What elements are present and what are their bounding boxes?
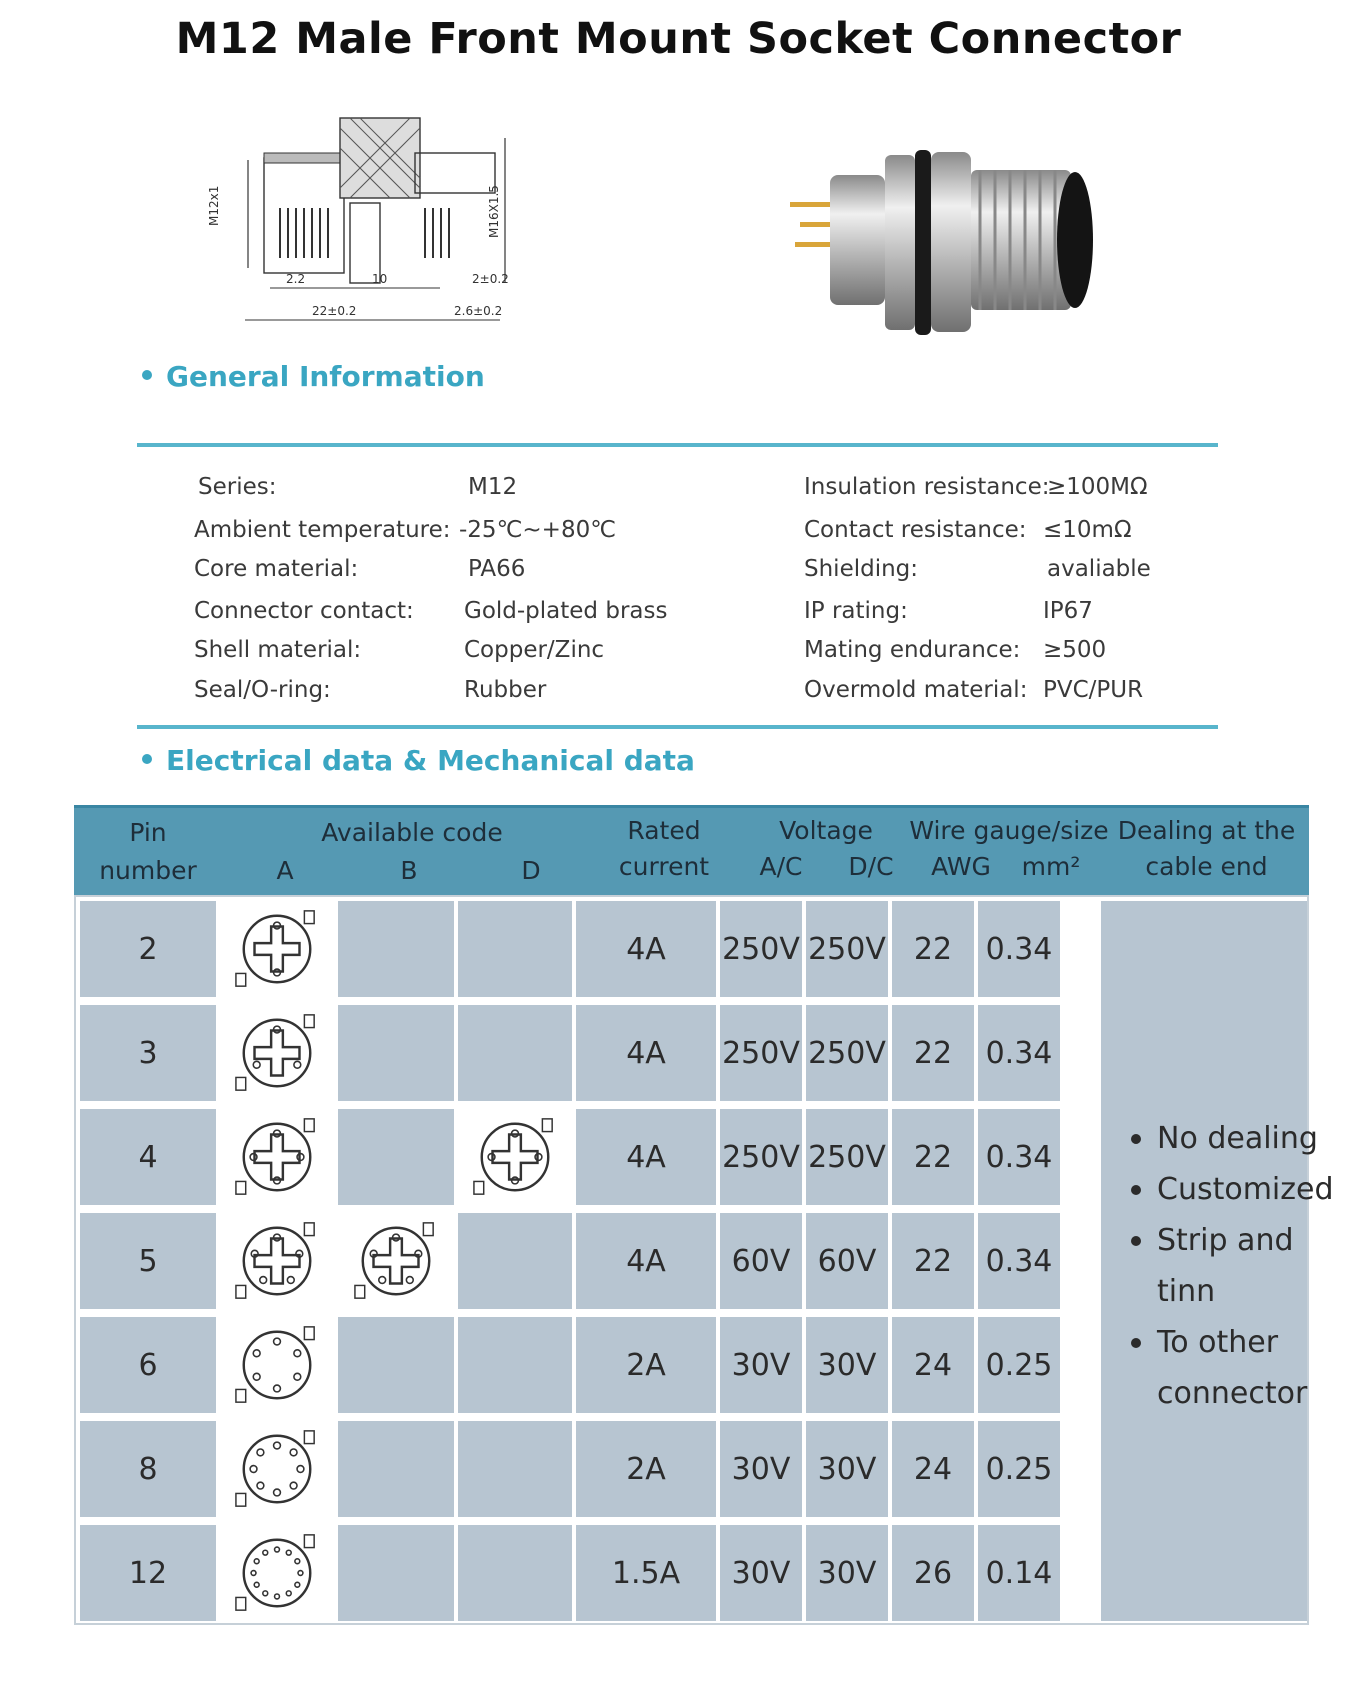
electrical-heading: Electrical data & Mechanical data (142, 744, 695, 777)
table-cell-ac: 250V (720, 901, 802, 997)
table-cell-ac: 250V (720, 1109, 802, 1205)
table-cell-ac: 30V (720, 1317, 802, 1413)
dim-2-0-2: 2±0.2 (472, 272, 509, 286)
code-cell (458, 1525, 572, 1621)
pin-layout-icon (346, 1217, 446, 1305)
code-cell (458, 1421, 572, 1517)
code-cell (338, 1421, 454, 1517)
info-series-value: M12 (468, 474, 518, 500)
table-cell-dc: 60V (806, 1213, 888, 1309)
code-cell (338, 1005, 454, 1101)
info-core-value: PA66 (468, 556, 526, 582)
th-code-a: A (276, 856, 294, 885)
table-cell-mm2: 0.34 (978, 1005, 1060, 1101)
code-cell (458, 1317, 572, 1413)
pin-layout-icon (465, 1113, 565, 1201)
th-pin-2: number (99, 856, 197, 885)
code-cell (458, 901, 572, 997)
general-top-rule (137, 443, 1218, 447)
dim-m12x1: M12x1 (207, 185, 221, 226)
table-cell-pin: 5 (80, 1213, 216, 1309)
table-cell-ac: 30V (720, 1421, 802, 1517)
dealing-list (1127, 1113, 1334, 1419)
code-cell (338, 1317, 454, 1413)
code-cell (220, 1213, 334, 1309)
table-cell-current: 2A (576, 1317, 716, 1413)
info-shell-value: Copper/Zinc (464, 637, 605, 663)
th-mm2: mm² (1021, 852, 1081, 881)
table-cell-dc: 30V (806, 1421, 888, 1517)
info-insulation-value: ≥100MΩ (1047, 474, 1148, 500)
info-seal-label: Seal/O-ring: (194, 677, 331, 703)
table-cell-pin: 2 (80, 901, 216, 997)
th-dc: D/C (848, 852, 894, 881)
pin-layout-icon (227, 1217, 327, 1305)
code-cell (220, 1005, 334, 1101)
table-cell-awg: 26 (892, 1525, 974, 1621)
code-cell (338, 1525, 454, 1621)
info-seal-value: Rubber (464, 677, 547, 703)
info-series-label: Series: (198, 474, 277, 500)
pin-layout-icon (227, 1425, 327, 1513)
code-cell (458, 1213, 572, 1309)
table-cell-awg: 24 (892, 1317, 974, 1413)
table-cell-mm2: 0.34 (978, 1109, 1060, 1205)
info-insulation-label: Insulation resistance: (804, 474, 1050, 500)
dealing-cell (1101, 901, 1334, 1621)
table-cell-awg: 24 (892, 1421, 974, 1517)
table-cell-mm2: 0.25 (978, 1317, 1060, 1413)
th-awg: AWG (931, 852, 991, 881)
table-cell-pin: 4 (80, 1109, 216, 1205)
code-cell (458, 1109, 572, 1205)
info-ambient-value: -25℃~+80℃ (459, 517, 617, 543)
page-title: M12 Male Front Mount Socket Connector (175, 14, 1182, 64)
info-ip-label: IP rating: (804, 598, 908, 624)
pin-layout-icon (227, 905, 327, 993)
th-code-d: D (521, 856, 541, 885)
info-contact-res-value: ≤10mΩ (1043, 517, 1132, 543)
th-ac: A/C (759, 852, 803, 881)
dealing-item-continued: tinn (1157, 1274, 1216, 1309)
dim-2-2: 2.2 (286, 272, 306, 286)
dim-10: 10 (372, 272, 388, 286)
dealing-item: Strip and (1127, 1215, 1334, 1266)
code-cell (338, 901, 454, 997)
table-cell-current: 4A (576, 1005, 716, 1101)
table-cell-current: 1.5A (576, 1525, 716, 1621)
th-deal-2: cable end (1145, 852, 1268, 881)
table-cell-pin: 6 (80, 1317, 216, 1413)
pin-layout-icon (227, 1529, 327, 1617)
th-rated-2: current (618, 852, 710, 881)
table-cell-current: 4A (576, 1213, 716, 1309)
table-cell-pin: 3 (80, 1005, 216, 1101)
table-cell-current: 2A (576, 1421, 716, 1517)
info-shielding-value: avaliable (1047, 556, 1151, 582)
code-cell (458, 1005, 572, 1101)
th-deal-1: Dealing at the (1117, 816, 1296, 845)
code-cell (220, 1109, 334, 1205)
info-contact-label: Connector contact: (194, 598, 414, 624)
pin-layout-icon (227, 1113, 327, 1201)
info-ambient-label: Ambient temperature: (194, 517, 451, 543)
table-cell-ac: 250V (720, 1005, 802, 1101)
info-shielding-label: Shielding: (804, 556, 919, 582)
dim-2-6-0-2: 2.6±0.2 (454, 304, 503, 318)
table-cell-dc: 250V (806, 1005, 888, 1101)
table-cell-awg: 22 (892, 1213, 974, 1309)
code-cell (338, 1109, 454, 1205)
th-rated-1: Rated (627, 816, 701, 845)
th-voltage: Voltage (779, 816, 873, 845)
info-mating-label: Mating endurance: (804, 637, 1021, 663)
table-cell-mm2: 0.14 (978, 1525, 1060, 1621)
th-pin-1: Pin (129, 818, 167, 847)
th-code: Available code (321, 818, 503, 847)
th-wire: Wire gauge/size (909, 816, 1109, 845)
code-cell (220, 1525, 334, 1621)
info-core-label: Core material: (194, 556, 359, 582)
table-cell-dc: 30V (806, 1317, 888, 1413)
code-cell (220, 901, 334, 997)
table-cell-mm2: 0.34 (978, 1213, 1060, 1309)
table-cell-awg: 22 (892, 1109, 974, 1205)
info-ip-value: IP67 (1043, 598, 1093, 624)
dealing-item-continued: connector (1157, 1376, 1308, 1411)
dealing-item: Customized (1127, 1164, 1334, 1215)
info-overmold-label: Overmold material: (804, 677, 1028, 703)
pin-layout-icon (227, 1009, 327, 1097)
table-cell-awg: 22 (892, 901, 974, 997)
table-cell-current: 4A (576, 1109, 716, 1205)
table-cell-pin: 12 (80, 1525, 216, 1621)
dim-m16x1-5: M16X1.5 (487, 185, 501, 238)
table-cell-ac: 60V (720, 1213, 802, 1309)
connector-photo (790, 130, 1110, 360)
code-cell (338, 1213, 454, 1309)
general-info-heading: General Information (142, 360, 485, 393)
info-shell-label: Shell material: (194, 637, 362, 663)
table-cell-pin: 8 (80, 1421, 216, 1517)
table-cell-dc: 250V (806, 901, 888, 997)
code-cell (220, 1421, 334, 1517)
info-contact-value: Gold-plated brass (464, 598, 668, 624)
dealing-item: No dealing (1127, 1113, 1334, 1164)
table-cell-dc: 30V (806, 1525, 888, 1621)
pin-layout-icon (227, 1321, 327, 1409)
electrical-table (74, 895, 1334, 1625)
table-cell-awg: 22 (892, 1005, 974, 1101)
th-code-b: B (400, 856, 418, 885)
dim-22-0-2: 22±0.2 (312, 304, 357, 318)
table-cell-ac: 30V (720, 1525, 802, 1621)
table-cell-dc: 250V (806, 1109, 888, 1205)
table-cell-mm2: 0.25 (978, 1421, 1060, 1517)
dealing-item: To other (1127, 1317, 1334, 1368)
table-cell-current: 4A (576, 901, 716, 997)
info-contact-res-label: Contact resistance: (804, 517, 1027, 543)
dimension-drawing (200, 108, 560, 358)
table-header (74, 805, 1309, 895)
table-cell-mm2: 0.34 (978, 901, 1060, 997)
general-bottom-rule (137, 725, 1218, 729)
info-overmold-value: PVC/PUR (1043, 677, 1144, 703)
info-mating-value: ≥500 (1043, 637, 1107, 663)
code-cell (220, 1317, 334, 1413)
